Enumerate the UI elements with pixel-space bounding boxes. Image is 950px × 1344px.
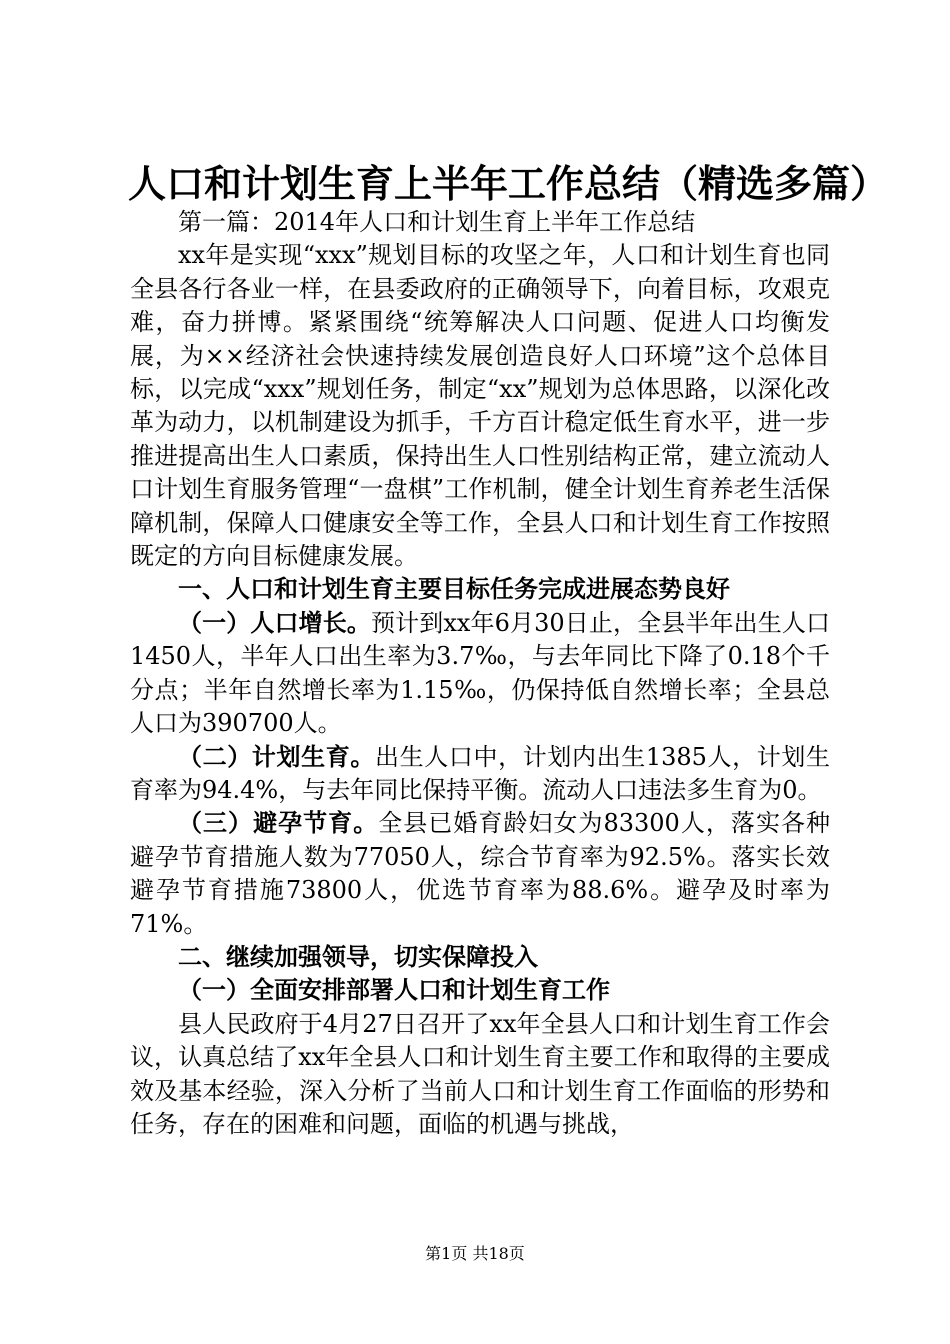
paragraph-family-planning <box>130 741 830 808</box>
subheading-family-planning: （二）计划生育。 <box>178 742 375 771</box>
intro-paragraph: xx年是实现“xxx”规划目标的攻坚之年，人口和计划生育也同全县各行各业一样，在县委政府的正确领导下，向着目标，攻艰克难，奋力拼博。紧紧围绕“统筹解决人口问题、促进人口均衡发展，为××经济社会快速持续发展创造良好人口环境”这个总体目标，以完成“xxx”规划任务，制定“xx”规划为总体思路，以深化改革为动力，以机制建设为抓手，千方百计稳定低生育水平，进一步推进提高出生人口素质，保持出生人口性别结构正常，建立流动人口计划生育服务管理“一盘棋”工作机制，健全计划生育养老生活保障机制，保障人口健康安全等工作，全县人口和计划生育工作按照既定的方向目标健康发展。 <box>130 241 830 571</box>
paragraph-contraception <box>130 807 830 941</box>
section-heading-1: 一、人口和计划生育主要目标任务完成进展态势良好 <box>178 575 730 604</box>
chapter-subtitle: 第一篇：2014年人口和计划生育上半年工作总结 <box>178 208 696 236</box>
subsection-heading-1: （一）全面安排部署人口和计划生育工作 <box>178 976 610 1005</box>
section-heading-2: 二、继续加强领导，切实保障投入 <box>178 942 538 971</box>
text-family-planning: 出生人口中，计划内出生1385人，计划生育率为94.4%，与去年同比保持平衡。流动人口违法多生育为0。 <box>130 742 831 804</box>
text-population-growth: 预计到xx年6月30日止，全县半年出生人口1450人，半年人口出生率为3.7‰，与去年同比下降了0.18个千分点；半年自然增长率为1.15‰，仍保持低自然增长率；全县总人口为390700人。 <box>130 608 830 738</box>
subheading-contraception: （三）避孕节育。 <box>178 809 379 838</box>
text-contraception: 全县已婚育龄妇女为83300人，落实各种避孕节育措施人数为77050人，综合节育率为92.5%。落实长效避孕节育措施73800人，优选节育率为88.6%。避孕及时率为71%。 <box>130 809 830 938</box>
document-title: 人口和计划生育上半年工作总结（精选多篇） <box>128 162 889 206</box>
document-body <box>130 206 830 1141</box>
page-footer: 第1页 共18页 <box>425 1244 525 1263</box>
meeting-paragraph: 县人民政府于4月27日召开了xx年全县人口和计划生育工作会议，认真总结了xx年全县人口和计划生育主要工作和取得的主要成效及基本经验，深入分析了当前人口和计划生育工作面临的形势和任务，存在的困难和问题，面临的机遇与挑战， <box>130 1009 830 1138</box>
paragraph-population-growth <box>130 607 830 741</box>
subheading-population-growth: （一）人口增长。 <box>178 608 371 637</box>
